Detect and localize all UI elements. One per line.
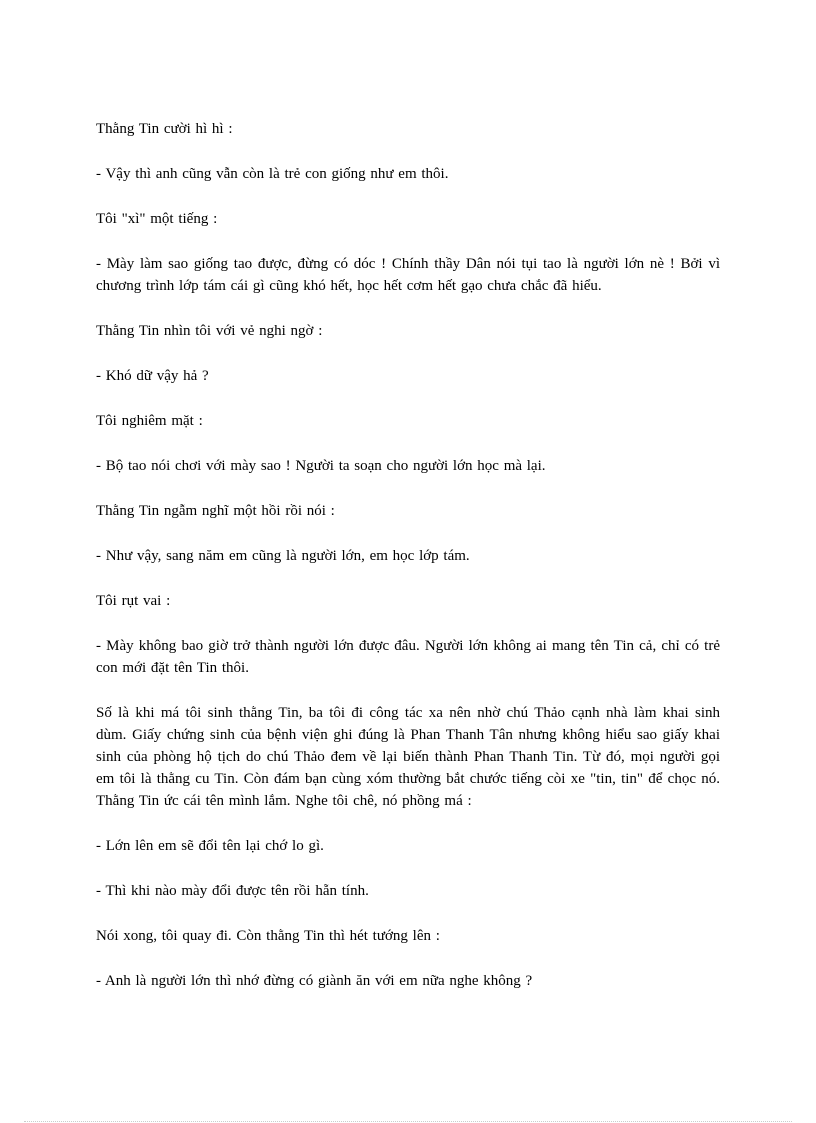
paragraph: Nói xong, tôi quay đi. Còn thằng Tin thì hét tướng lên :	[96, 928, 440, 944]
paragraph: Thằng Tin ngẫm nghĩ một hồi rồi nói :	[96, 503, 335, 519]
paragraph: Số là khi má tôi sinh thằng Tin, ba tôi đi công tác xa nên nhờ chú Thảo cạnh nhà làm khai sinh dùm. Giấy chứng sinh của bệnh viện ghi đúng là Phan Thanh Tân nhưng không hiểu sao giấy khai sinh của phòng hộ tịch do chú Thảo đem về lại biến thành Phan Thanh Tin. Từ đó, mọi người gọi em tôi là thằng cu Tin. Còn đám bạn cùng xóm thường bắt chước tiếng còi xe "tin, tin" để chọc nó. Thằng Tin ức cái tên mình lắm. Nghe tôi chê, nó phồng má :	[96, 705, 720, 809]
paragraph: Thằng Tin cười hì hì :	[96, 121, 233, 137]
paragraph: Thằng Tin nhìn tôi với vẻ nghi ngờ :	[96, 323, 323, 339]
paragraph: - Anh là người lớn thì nhớ đừng có giành ăn với em nữa nghe không ?	[96, 973, 533, 989]
page-bottom-divider	[24, 1121, 792, 1122]
paragraph: - Mày làm sao giống tao được, đừng có dóc ! Chính thầy Dân nói tụi tao là người lớn nè ! Bởi vì chương trình lớp tám cái gì cũng khó hết, học hết cơm hết gạo chưa chắc đã hiểu.	[96, 256, 720, 294]
paragraph: - Khó dữ vậy hả ?	[96, 368, 209, 384]
paragraph: - Bộ tao nói chơi với mày sao ! Người ta soạn cho người lớn học mà lại.	[96, 458, 546, 474]
paragraph: - Như vậy, sang năm em cũng là người lớn, em học lớp tám.	[96, 548, 470, 564]
paragraph: - Vậy thì anh cũng vẫn còn là trẻ con giống như em thôi.	[96, 166, 449, 182]
document-body	[96, 118, 720, 1015]
paragraph: - Mày không bao giờ trở thành người lớn được đâu. Người lớn không ai mang tên Tin cả, chỉ có trẻ con mới đặt tên Tin thôi.	[96, 638, 720, 676]
paragraph: - Lớn lên em sẽ đổi tên lại chớ lo gì.	[96, 838, 324, 854]
paragraph: Tôi nghiêm mặt :	[96, 413, 203, 429]
paragraph: Tôi "xì" một tiếng :	[96, 211, 218, 227]
paragraph: - Thì khi nào mày đổi được tên rồi hẵn tính.	[96, 883, 369, 899]
paragraph: Tôi rụt vai :	[96, 593, 171, 609]
